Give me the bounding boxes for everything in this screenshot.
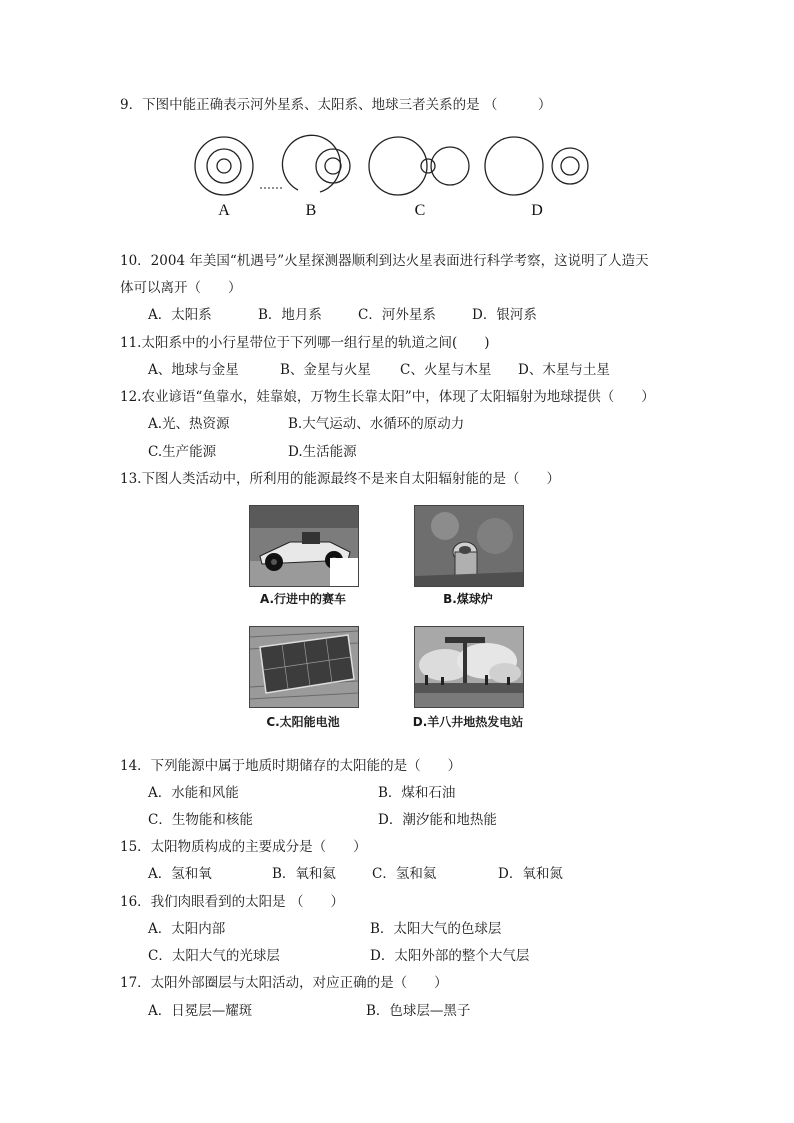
- q9-diagram: [180, 132, 620, 224]
- q13-stem: 13.下图人类活动中，所利用的能源最终不是来自太阳辐射能的是（ ）: [120, 471, 560, 487]
- geothermal-plant-photo: [414, 626, 524, 708]
- q10-stem-line1: 10．2004 年美国“机遇号”火星探测器顺利到达火星表面进行科学考察，这说明了人造天: [120, 253, 649, 269]
- q16-option-c: C．太阳大气的光球层: [148, 948, 280, 964]
- caption-d: D.羊八井地热发电站: [412, 715, 524, 729]
- caption-b: B.煤球炉: [443, 592, 493, 606]
- q12-stem: 12.农业谚语“鱼靠水，娃靠娘，万物生长靠太阳”中，体现了太阳辐射为地球提供（ ）: [120, 389, 655, 405]
- q15-option-d: D．氧和氮: [498, 866, 563, 882]
- diagram-label-a: A: [218, 202, 230, 219]
- q11-option-b: B、金星与火星: [280, 362, 371, 378]
- q11-option-a: A、地球与金星: [148, 362, 239, 378]
- solar-panel-photo: [249, 626, 359, 708]
- q10-option-d: D．银河系: [472, 307, 537, 323]
- q11-option-d: D、木星与土星: [518, 362, 610, 378]
- q16-option-a: A．太阳内部: [148, 921, 226, 937]
- q12-option-b: B.大气运动、水循环的原动力: [288, 416, 465, 432]
- q11-option-c: C、火星与木星: [400, 362, 492, 378]
- q10-option-c: C．河外星系: [358, 307, 436, 323]
- caption-c: C.太阳能电池: [266, 715, 340, 729]
- q17-stem: 17．太阳外部圈层与太阳活动，对应正确的是（ ）: [120, 975, 448, 991]
- q10-stem-line2: 体可以离开（ ）: [120, 280, 242, 296]
- q11-stem: 11.太阳系中的小行星带位于下列哪一组行星的轨道之间( ): [120, 335, 490, 351]
- q16-stem: 16．我们肉眼看到的太阳是 （ ）: [120, 894, 344, 910]
- q12-option-a: A.光、热资源: [148, 416, 230, 432]
- q10-option-b: B．地月系: [258, 307, 322, 323]
- q10-option-a: A．太阳系: [148, 307, 212, 323]
- diagram-c-circles: [369, 137, 469, 195]
- q17-option-b: B．色球层—黑子: [366, 1003, 471, 1019]
- diagram-b-circles: [260, 135, 350, 192]
- diagram-label-b: B: [305, 202, 317, 219]
- q15-stem: 15．太阳物质构成的主要成分是（ ）: [120, 839, 367, 855]
- q17-option-a: A．日冕层—耀斑: [148, 1003, 253, 1019]
- q16-option-d: D．太阳外部的整个大气层: [370, 948, 530, 964]
- q16-option-b: B．太阳大气的色球层: [370, 921, 502, 937]
- q14-option-c: C．生物能和核能: [148, 812, 253, 828]
- q14-option-a: A．水能和风能: [148, 785, 239, 801]
- diagram-d-circles: [485, 137, 588, 195]
- q15-option-b: B．氧和氦: [272, 866, 336, 882]
- race-car-photo: [249, 505, 359, 587]
- q15-option-a: A．氢和氧: [148, 866, 212, 882]
- q14-stem: 14．下列能源中属于地质时期储存的太阳能的是（ ）: [120, 758, 462, 774]
- caption-a: A.行进中的赛车: [259, 592, 347, 606]
- q14-option-b: B．煤和石油: [378, 785, 456, 801]
- coal-stove-photo: [414, 505, 524, 587]
- q12-option-d: D.生活能源: [288, 444, 357, 460]
- diagram-a-circles: [195, 137, 253, 195]
- diagram-label-d: D: [531, 202, 543, 219]
- diagram-label-c: C: [414, 202, 426, 219]
- q14-option-d: D．潮汐能和地热能: [378, 812, 497, 828]
- q12-option-c: C.生产能源: [148, 444, 217, 460]
- q9-stem: 9．下图中能正确表示河外星系、太阳系、地球三者关系的是 （ ）: [120, 97, 552, 113]
- q15-option-c: C．氢和氦: [372, 866, 437, 882]
